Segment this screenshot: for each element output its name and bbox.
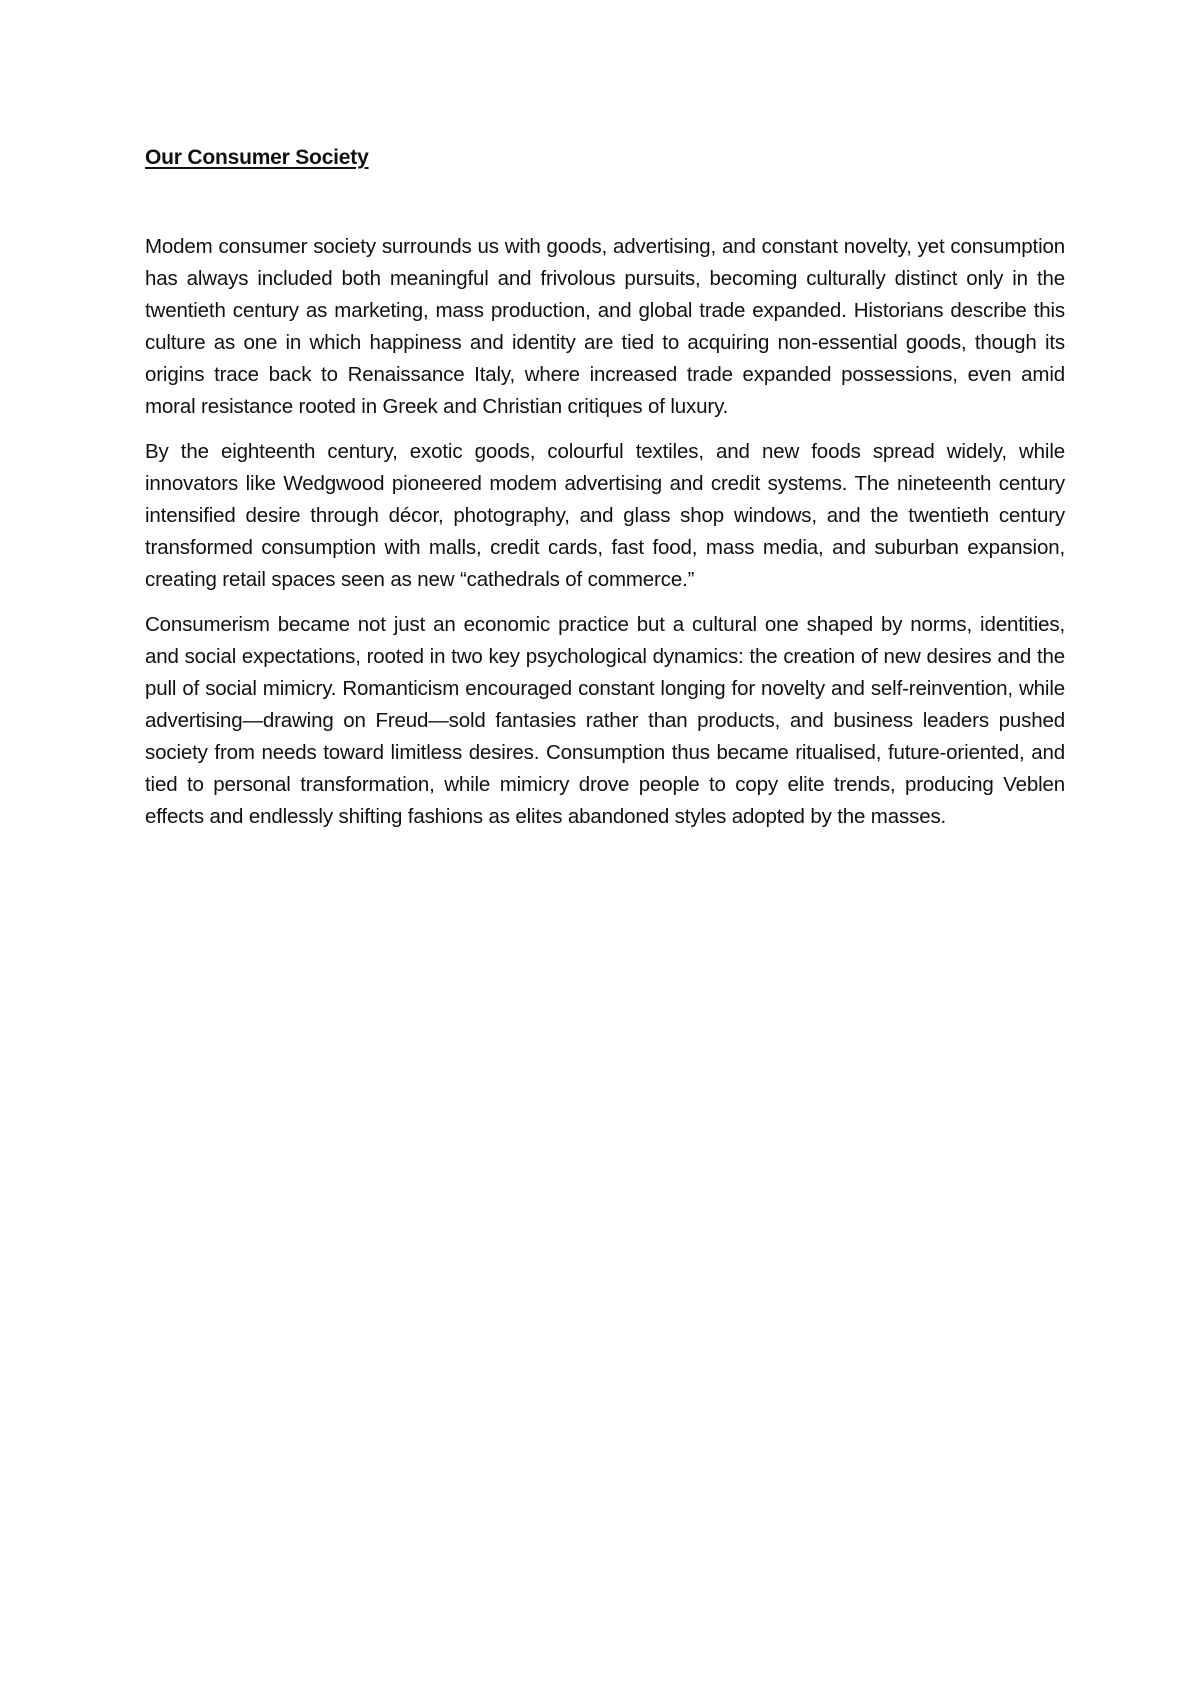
document-title: Our Consumer Society	[145, 146, 369, 169]
paragraph-history-of-consumption: Modem consumer society surrounds us with goods, advertising, and constant novelty, yet consumption has always included both meaningful and frivolous pursuits, becoming culturally distinct only in the twentieth century as marketing, mass production, and global trade expanded. Historians describe this culture as one in which happiness and identity are tied to acquiring non-essential goods, though its origins trace back to Renaissance Italy, where increased trade expanded possessions, even amid moral resistance rooted in Greek and Christian critiques of luxury.	[145, 235, 1065, 418]
paragraph-eighteenth-to-twentieth-century: By the eighteenth century, exotic goods, colourful textiles, and new foods spread widely, while innovators like Wedgwood pioneered modem advertising and credit systems. The nineteenth century intensified desire through décor, photography, and glass shop windows, and the twentieth century transformed consumption with malls, credit cards, fast food, mass media, and suburban expansion, creating retail spaces seen as new “cathedrals of commerce.”	[145, 440, 1065, 591]
document-body	[145, 143, 1065, 846]
paragraph-consumerism-psychology: Consumerism became not just an economic practice but a cultural one shaped by norms, identities, and social expectations, rooted in two key psychological dynamics: the creation of new desires and the pull of social mimicry. Romanticism encouraged constant longing for novelty and self-reinvention, while advertising—drawing on Freud—sold fantasies rather than products, and business leaders pushed society from needs toward limitless desires. Consumption thus became ritualised, future-oriented, and tied to personal transformation, while mimicry drove people to copy elite trends, producing Veblen effects and endlessly shifting fashions as elites abandoned styles adopted by the masses.	[145, 613, 1065, 828]
